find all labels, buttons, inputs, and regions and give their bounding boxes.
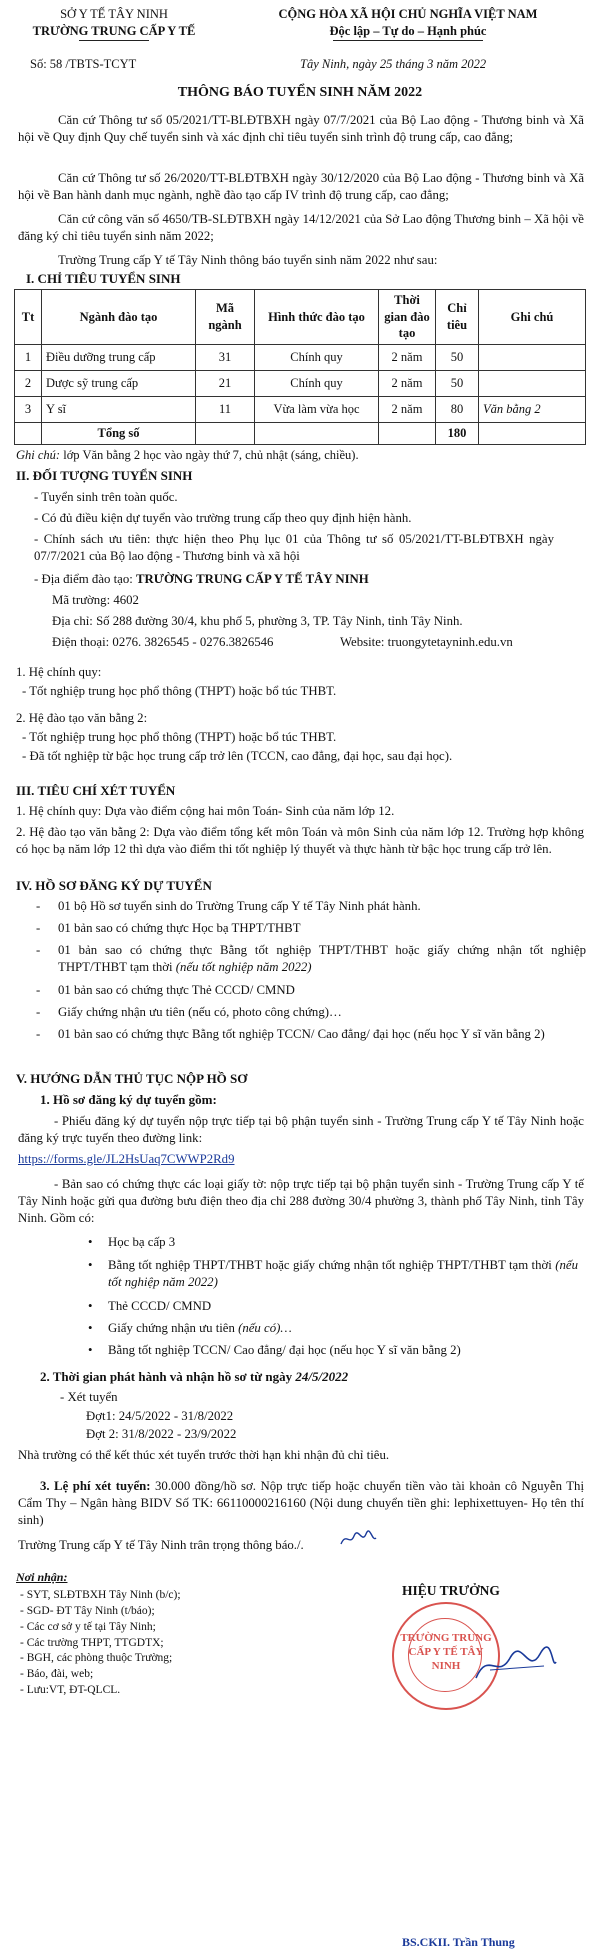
sec4-item-6: 01 bản sao có chứng thực Bằng tốt nghiệp TCCN/ Cao đẳng/ đại học (nếu học Y sĩ văn bằng 2) <box>58 1027 545 1041</box>
quota-table <box>14 289 586 445</box>
sec4-item-4: 01 bản sao có chứng thực Thẻ CCCD/ CMND <box>58 983 295 997</box>
bullet-dash: - <box>36 899 41 913</box>
dot-1: Đợt1: 24/5/2022 - 31/8/2022 <box>86 1409 234 1423</box>
cell-empty <box>479 422 586 444</box>
sec5-fee <box>18 1478 584 1529</box>
intro-para-4: Trường Trung cấp Y tế Tây Ninh thông báo tuyển sinh năm 2022 như sau: <box>58 253 438 267</box>
intro-para-2: Căn cứ Thông tư số 26/2020/TT-BLĐTBXH ngày 30/12/2020 của Bộ Lao động - Thương binh và Xã hội về Ban hành danh mục ngành, nghề đào tạo cấp IV trình độ trung cấp, cao đẳng; <box>18 171 584 202</box>
total-value: 180 <box>436 422 479 444</box>
intro-para-3: Căn cứ công văn số 4650/TB-SLĐTBXH ngày 14/12/2021 của Sở Lao động Thương binh – Xã hội về đăng ký chỉ tiêu tuyển sinh năm 2022; <box>18 212 584 243</box>
intro-para-1: Căn cứ Thông tư số 05/2021/TT-BLĐTBXH ngày 07/7/2021 của Bộ Lao động - Thương binh và Xã hội về Quy định Quy chế tuyển sinh và xác định chỉ tiêu tuyển sinh trình độ trung cấp, cao đẳng; <box>18 113 584 144</box>
cell-chitieu: 50 <box>436 370 479 396</box>
section-5-heading: V. HƯỚNG DẪN THỦ TỤC NỘP HỒ SƠ <box>16 1071 248 1086</box>
cell-empty <box>196 422 255 444</box>
section-3-heading: III. TIÊU CHÍ XÉT TUYỂN <box>16 783 176 798</box>
cell-ma: 21 <box>196 370 255 396</box>
sec2-item-1: - Tuyển sinh trên toàn quốc. <box>34 490 178 504</box>
sec2-item-4 <box>34 571 584 588</box>
recipient-item: - SGD- ĐT Tây Ninh (t/báo); <box>20 1604 155 1617</box>
closing-line: Trường Trung cấp Y tế Tây Ninh trân trọng thông báo./. <box>18 1538 304 1552</box>
cell-tt: 3 <box>15 396 42 422</box>
recipient-item: - Lưu:VT, ĐT-QLCL. <box>20 1684 121 1697</box>
recipient-item: - Báo, đài, web; <box>20 1668 94 1681</box>
cell-nganh: Điều dưỡng trung cấp <box>42 344 196 370</box>
cell-chitieu: 50 <box>436 344 479 370</box>
table-header-row <box>15 290 586 345</box>
he-vb2-item-2: - Đã tốt nghiệp từ bậc học trung cấp trở lên (TCCN, cao đẳng, đại học, sau đại học). <box>22 749 453 763</box>
he-chinh-quy-label: 1. Hệ chính quy: <box>16 665 102 679</box>
motto-line1: CỘNG HÒA XÃ HỘI CHỦ NGHĨA VIỆT NAM <box>278 7 538 21</box>
cell-empty <box>379 422 436 444</box>
doc-item-2-italic: (nếu tốt nghiệp năm 2022) <box>108 1258 578 1289</box>
cell-ghichu <box>479 344 586 370</box>
school-code: Mã trường: 4602 <box>52 593 139 607</box>
sec5-sub2 <box>40 1368 348 1385</box>
cell-empty <box>255 422 379 444</box>
cell-ghichu <box>479 370 586 396</box>
school-website: Website: truongytetayninh.edu.vn <box>340 635 513 649</box>
section-1-heading: I. CHỈ TIÊU TUYỂN SINH <box>26 271 181 286</box>
fee-label: 3. Lệ phí xét tuyển: <box>40 1479 151 1493</box>
sec2-item-2: - Có đủ điều kiện dự tuyển vào trường trung cấp theo quy định hiện hành. <box>34 511 412 525</box>
sec4-item-3-italic: (nếu tốt nghiệp năm 2022) <box>175 959 312 974</box>
bullet-dash: - <box>36 1027 41 1041</box>
fee-text: 30.000 đồng/hồ sơ. Nộp trực tiếp hoặc chuyển tiền vào tài khoản cô Nguyễn Thị Cẩm Thy – Ngân hàng BIDV Số TK: 66110000216160 (Nội dung chuyển tiền ghi: lephixettuyen- Họ tên thí sinh) <box>18 1479 584 1527</box>
bullet-dot: • <box>88 1258 93 1272</box>
col-hinhthuc: Hình thức đào tạo <box>255 290 379 345</box>
sec3-item-2: 2. Hệ đào tạo văn bằng 2: Dựa vào điểm tổng kết môn Toán và môn Sinh của năm lớp 12. Trường hợp không có học bạ năm lớp 12 thì dựa vào điểm thi tốt nghiệp lý thuyết và thực hành từ bậc học trung cấp trở lên. <box>16 825 584 856</box>
xet-tuyen: - Xét tuyển <box>60 1390 118 1404</box>
doc-item-4-italic: (nếu có)… <box>238 1321 292 1335</box>
table-row <box>15 344 586 370</box>
sec5-p1: - Phiếu đăng ký dự tuyển nộp trực tiếp tại bộ phận tuyển sinh - Trường Trung cấp Y tế Tây Ninh hoặc đăng ký trực tuyến theo đường link: <box>18 1114 584 1145</box>
col-nganh: Ngành đào tạo <box>42 290 196 345</box>
cell-nganh: Y sĩ <box>42 396 196 422</box>
cell-hinhthuc: Vừa làm vừa học <box>255 396 379 422</box>
signer-name: BS.CKII. Trần Thung <box>402 1935 515 1949</box>
cell-tt: 2 <box>15 370 42 396</box>
agency-underline <box>79 40 149 41</box>
sec4-item-3 <box>58 942 586 976</box>
recipients-label: Nơi nhận: <box>16 1570 68 1584</box>
section-4-heading: IV. HỒ SƠ ĐĂNG KÝ DỰ TUYỂN <box>16 878 212 893</box>
recipient-item: - SYT, SLĐTBXH Tây Ninh (b/c); <box>20 1589 181 1601</box>
registration-link-wrap <box>18 1151 234 1168</box>
page-title: THÔNG BÁO TUYỂN SINH NĂM 2022 <box>177 85 423 100</box>
school-name: TRƯỜNG TRUNG CẤP Y TẾ TÂY NINH <box>136 572 369 586</box>
registration-link[interactable]: https://forms.gle/JL2HsUaq7CWWP2Rd9 <box>18 1152 235 1166</box>
bullet-dot: • <box>88 1321 93 1335</box>
total-label: Tổng số <box>42 422 196 444</box>
recipient-item: - Các trường THPT, TTGDTX; <box>20 1636 164 1649</box>
sec5-sub2-date: 24/5/2022 <box>295 1369 349 1384</box>
bullet-dash: - <box>36 1005 41 1019</box>
cell-hinhthuc: Chính quy <box>255 344 379 370</box>
sec4-item-3-text: 01 bản sao có chứng thực Bằng tốt nghiệp THPT/THBT hoặc giấy chứng nhận tốt nghiệp THPT/THBT tạm thời <box>58 943 586 974</box>
national-motto <box>228 6 588 41</box>
cell-tt: 1 <box>15 344 42 370</box>
doc-item-1: Học bạ cấp 3 <box>108 1235 176 1249</box>
agency-line2: TRƯỜNG TRUNG CẤP Y TẾ <box>32 23 196 38</box>
doc-item-3: Thẻ CCCD/ CMND <box>108 1299 212 1313</box>
cell-ma: 31 <box>196 344 255 370</box>
sec3-item-1: 1. Hệ chính quy: Dựa vào điểm cộng hai môn Toán- Sinh của năm lớp 12. <box>16 804 395 818</box>
sec4-item-1: 01 bộ Hồ sơ tuyển sinh do Trường Trung cấp Y tế Tây Ninh phát hành. <box>58 899 421 913</box>
note-label: Ghi chú: <box>16 448 61 462</box>
signer-title: HIỆU TRƯỞNG <box>402 1583 500 1598</box>
handwritten-signature-icon <box>470 1640 560 1690</box>
col-chitieu: Chỉ tiêu <box>436 290 479 345</box>
sec5-sub1: 1. Hồ sơ đăng ký dự tuyển gồm: <box>40 1092 217 1107</box>
dot-2: Đợt 2: 31/8/2022 - 23/9/2022 <box>86 1427 237 1441</box>
stamp-text: TRƯỜNG TRUNG CẤP Y TẾ TÂY NINH <box>400 1632 492 1672</box>
cell-ghichu: Văn bằng 2 <box>479 396 586 422</box>
he-vb2-label: 2. Hệ đào tạo văn bằng 2: <box>16 711 148 725</box>
recipient-item: - Các cơ sở y tế tại Tây Ninh; <box>20 1620 156 1633</box>
table-row <box>15 370 586 396</box>
doc-item-5: Bằng tốt nghiệp TCCN/ Cao đẳng/ đại học (nếu học Y sĩ văn bằng 2) <box>108 1343 461 1357</box>
sec4-item-2: 01 bản sao có chứng thực Học bạ THPT/THBT <box>58 921 301 935</box>
location-label: - Địa điểm đào tạo: <box>34 572 136 586</box>
doc-item-4-text: Giấy chứng nhận ưu tiên <box>108 1321 239 1335</box>
motto-line2: Độc lập – Tự do – Hạnh phúc <box>329 23 487 38</box>
bullet-dash: - <box>36 921 41 935</box>
bullet-dash: - <box>36 943 41 957</box>
bullet-dot: • <box>88 1235 93 1249</box>
cell-nganh: Dược sỹ trung cấp <box>42 370 196 396</box>
col-thoigian: Thời gian đào tạo <box>379 290 436 345</box>
school-address: Địa chỉ: Số 288 đường 30/4, khu phố 5, phường 3, TP. Tây Ninh, tỉnh Tây Ninh. <box>52 614 463 628</box>
cell-thoigian: 2 năm <box>379 396 436 422</box>
cell-chitieu: 80 <box>436 396 479 422</box>
bullet-dot: • <box>88 1299 93 1313</box>
sec2-item-3: - Chính sách ưu tiên: thực hiện theo Phụ lục 01 của Thông tư số 05/2021/TT-BLĐTBXH ngày 07/7/2021 của Bộ lao động - Thương binh và xã hội <box>34 532 554 563</box>
cell-empty <box>15 422 42 444</box>
note-text: lớp Văn bằng 2 học vào ngày thứ 7, chủ nhật (sáng, chiều). <box>60 448 359 462</box>
he-vb2-item-1: - Tốt nghiệp trung học phổ thông (THPT) hoặc bổ túc THBT. <box>22 730 337 744</box>
agency-line1: SỞ Y TẾ TÂY NINH <box>60 7 168 21</box>
col-ghichu: Ghi chú <box>479 290 586 345</box>
sec5-note-end: Nhà trường có thể kết thúc xét tuyển trước thời hạn khi nhận đủ chỉ tiêu. <box>18 1448 390 1462</box>
doc-item-2-text: Bằng tốt nghiệp THPT/THBT hoặc giấy chứng nhận tốt nghiệp THPT/THBT tạm thời <box>108 1258 556 1272</box>
table-note <box>16 447 359 464</box>
sec5-p2: - Bản sao có chứng thực các loại giấy tờ: nộp trực tiếp tại bộ phận tuyển sinh - Trường Trung cấp Y tế Tây Ninh hoặc gửi qua đường bưu điện theo địa chỉ 288 đường 30/4 phường 3, thành phố Tây Ninh, tỉnh Tây Ninh. Gồm có: <box>18 1177 584 1225</box>
motto-underline <box>333 40 483 41</box>
sec4-item-5: Giấy chứng nhận ưu tiên (nếu có, photo công chứng)… <box>58 1005 342 1019</box>
initials-signature-icon <box>338 1528 378 1550</box>
bullet-dot: • <box>88 1343 93 1357</box>
bullet-dash: - <box>36 983 41 997</box>
school-phone: Điện thoại: 0276. 3826545 - 0276.3826546 <box>52 635 274 649</box>
table-row <box>15 396 586 422</box>
doc-item-2 <box>108 1257 578 1291</box>
he-chinh-quy-item: - Tốt nghiệp trung học phổ thông (THPT) hoặc bổ túc THBT. <box>22 684 337 698</box>
recipient-item: - BGH, các phòng thuộc Trường; <box>20 1652 173 1665</box>
cell-thoigian: 2 năm <box>379 344 436 370</box>
cell-thoigian: 2 năm <box>379 370 436 396</box>
issuing-agency <box>14 6 214 41</box>
doc-number: Số: 58 /TBTS-TCYT <box>30 57 137 71</box>
table-total-row <box>15 422 586 444</box>
col-tt: Tt <box>15 290 42 345</box>
col-ma: Mã ngành <box>196 290 255 345</box>
recipients-list <box>20 1588 181 1699</box>
sec5-sub2-text: 2. Thời gian phát hành và nhận hồ sơ từ ngày <box>40 1369 296 1384</box>
cell-ma: 11 <box>196 396 255 422</box>
doc-date: Tây Ninh, ngày 25 tháng 3 năm 2022 <box>300 57 487 71</box>
doc-item-4 <box>108 1320 578 1337</box>
cell-hinhthuc: Chính quy <box>255 370 379 396</box>
section-2-heading: II. ĐỐI TƯỢNG TUYỂN SINH <box>16 468 193 483</box>
